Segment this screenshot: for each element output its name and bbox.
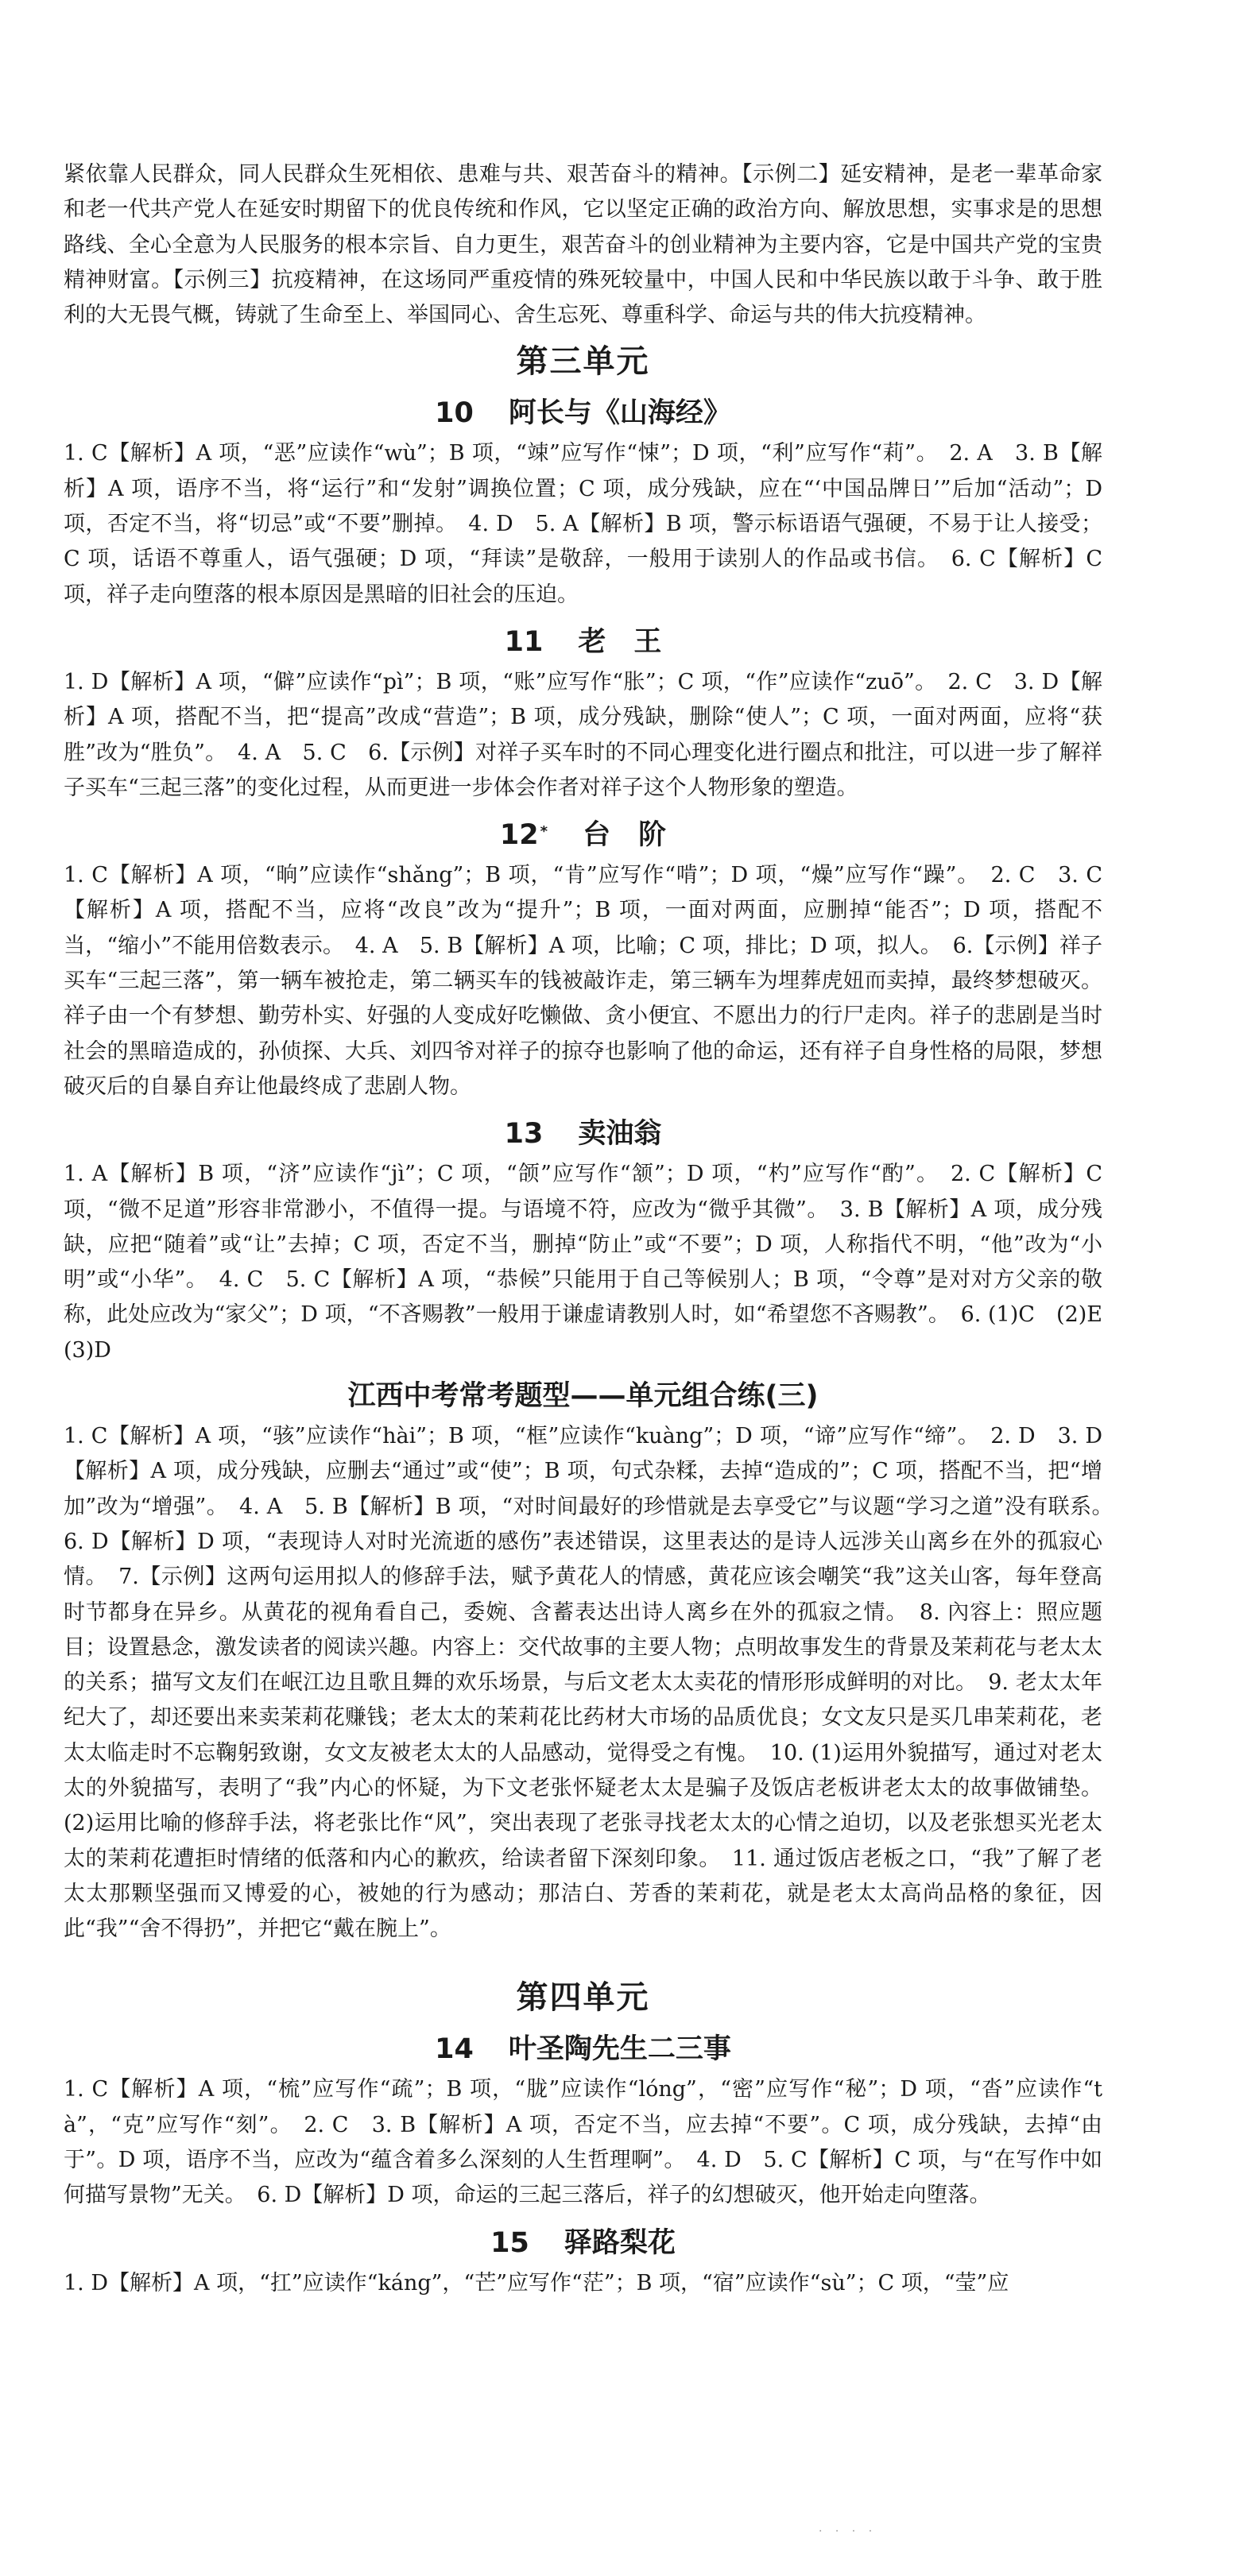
lesson-13-number: 13 — [504, 1118, 544, 1151]
lesson-14-answers: 1. C【解析】A 项，“梳”应写作“疏”；B 项，“胧”应读作“lóng”，“密”应写作“秘”；D 项，“沓”应读作“tà”，“克”应写作“刻”。 2. C 3. B【解析】A 项，否定不当，应去掉“不要”。C 项，成分残缺，去掉“由于”。D 项，语序不当，应改为“蕴含着多么深刻的人生哲理啊”。 4. D 5. C【解析】C 项，与“在写作中如何描写景物”无关。 6. D【解析】D 项，命运的三起三落后，祥子的幻想破灭，他开始走向堕落。 — [64, 2077, 1102, 2208]
lesson-11-title — [64, 624, 1102, 660]
lesson-11-name: 老 王 — [578, 625, 662, 658]
self-study-star: * — [540, 823, 548, 841]
lesson-15-title — [64, 2225, 1102, 2261]
lesson-10-title — [64, 395, 1102, 431]
lesson-10-answers: 1. C【解析】A 项，“恶”应读作“wù”；B 项，“竦”应写作“悚”；D 项，“利”应写作“莉”。 2. A 3. B【解析】A 项，语序不当，将“运行”和“发射”调换位置；C 项，成分残缺，应在“‘中国品牌日’”后加“活动”；D 项，否定不当，将“切忌”或“不要”删掉。 4. D 5. A【解析】B 项，警示标语语气强硬，不易于让人接受；C 项，话语不尊重人，语气强硬；D 项，“拜读”是敬辞，一般用于读别人的作品或书信。 6. C【解析】C 项，祥子走向堕落的根本原因是黑暗的旧社会的压迫。 — [64, 441, 1102, 607]
lesson-11-number: 11 — [504, 625, 544, 658]
lesson-14-name: 叶圣陶先生二三事 — [508, 2033, 731, 2066]
lesson-13-title — [64, 1116, 1102, 1152]
lesson-15-answers: 1. D【解析】A 项，“扛”应读作“káng”，“芒”应写作“茫”；B 项，“宿”应读作“sù”；C 项，“莹”应 — [64, 2270, 1009, 2296]
lesson-14-title — [64, 2031, 1102, 2067]
lesson-12-answers: 1. C【解析】A 项，“晌”应读作“shǎng”；B 项，“肯”应写作“啃”；D 项，“燥”应写作“躁”。 2. C 3. C【解析】A 项，搭配不当，应将“改良”改为“提升”；B 项，一面对两面，应删掉“能否”；D 项，搭配不当，“缩小”不能用倍数表示。 4. A 5. B【解析】A 项，比喻；C 项，排比；D 项，拟人。 6.【示例】祥子买车“三起三落”，第一辆车被抢走，第二辆买车的钱被敲诈走，第三辆车为埋葬虎妞而卖掉，最终梦想破灭。祥子由一个有梦想、勤劳朴实、好强的人变成好吃懒做、贪小便宜、不愿出力的行尸走肉。祥子的悲剧是当时社会的黑暗造成的，孙侦探、大兵、刘四爷对祥子的掠夺也影响了他的命运，还有祥子自身性格的局限，梦想破灭后的自暴自弃让他最终成了悲剧人物。 — [64, 863, 1102, 1099]
lesson-10-number: 10 — [435, 397, 474, 430]
lesson-14-number: 14 — [435, 2033, 474, 2066]
unit-4-title: 第四单元 — [516, 1979, 650, 2017]
intro-paragraph: 紧依靠人民群众，同人民群众生死相依、患难与共、艰苦奋斗的精神。【示例二】延安精神，是老一辈革命家和老一代共产党人在延安时期留下的优良传统和作风，它以坚定正确的政治方向、解放思想，实事求是的思想路线、全心全意为人民服务的根本宗旨、自力更生，艰苦奋斗的创业精神为主要内容，它是中国共产党的宝贵精神财富。【示例三】抗疫精神，在这场同严重疫情的殊死较量中，中国人民和中华民族以敢于斗争、敢于胜利的大无畏气概，铸就了生命至上、举国同心、舍生忘死、尊重科学、命运与共的伟大抗疫精神。 — [64, 162, 1102, 328]
footer-dots: · · · · — [819, 2525, 877, 2538]
lesson-12-number: 12 * — [499, 819, 548, 852]
lesson-12-name: 台 阶 — [583, 819, 667, 852]
lesson-13-name: 卖油翁 — [578, 1118, 662, 1151]
lesson-15-name: 驿路梨花 — [564, 2226, 676, 2259]
lesson-10-name: 阿长与《山海经》 — [508, 397, 731, 430]
lesson-12-title — [64, 817, 1102, 853]
lesson-13-answers: 1. A【解析】B 项，“济”应读作“jì”；C 项，“颌”应写作“颔”；D 项，“杓”应写作“酌”。 2. C【解析】C 项，“微不足道”形容非常渺小，不值得一提。与语境不符，应改为“微乎其微”。 3. B【解析】A 项，成分残缺，应把“随着”或“让”去掉；C 项，否定不当，删掉“防止”或“不要”；D 项，人称指代不明，“他”改为“小明”或“小华”。 4. C 5. C【解析】A 项，“恭候”只能用于自己等候别人；B 项，“令尊”是对对方父亲的敬称，此处应改为“家父”；D 项，“不吝赐教”一般用于谦虚请教别人时，如“希望您不吝赐教”。 6. (1)C (2)E (3)D — [64, 1162, 1124, 1363]
unit-3-exam-answers: 1. C【解析】A 项，“骇”应读作“hài”；B 项，“框”应读作“kuàng”；D 项，“谛”应写作“缔”。 2. D 3. D【解析】A 项，成分残缺，应删去“通过”或“使”；B 项，句式杂糅，去掉“造成的”；C 项，搭配不当，把“增加”改为“增强”。 4. A 5. B【解析】B 项，“对时间最好的珍惜就是去享受它”与议题“学习之道”没有联系。 6. D【解析】D 项，“表现诗人对时光流逝的感伤”表述错误，这里表达的是诗人远涉关山离乡在外的孤寂心情。 7.【示例】这两句运用拟人的修辞手法，赋予黄花人的情感，黄花应该会嘲笑“我”这关山客，每年登高时节都身在异乡。从黄花的视角看自己，委婉、含蓄表达出诗人离乡在外的孤寂之情。 8. 內容上：照应题目；设置悬念，激发读者的阅读兴趣。内容上：交代故事的主要人物；点明故事发生的背景及茉莉花与老太太的关系；描写文友们在岷江边且歌且舞的欢乐场景，与后文老太太卖花的情形形成鲜明的对比。 9. 老太太年纪大了，却还要出来卖茉莉花赚钱；老太太的茉莉花比药材大市场的品质优良；女文友只是买几串茉莉花，老太太临走时不忘鞠躬致谢，女文友被老太太的人品感动，觉得受之有愧。 10. (1)运用外貌描写，通过对老太太的外貌描写，表明了“我”内心的怀疑，为下文老张怀疑老太太是骗子及饭店老板讲老太太的故事做铺垫。(2)运用比喻的修辞手法，将老张比作“风”，突出表现了老张寻找老太太的心情之迫切，以及老张想买光老太太的茉莉花遭拒时情绪的低落和内心的歉疚，给读者留下深刻印象。 11. 通过饭店老板之口，“我”了解了老太太那颗坚强而又博爱的心，被她的行为感动；那洁白、芳香的茉莉花，就是老太太高尚品格的象征，因此“我”“舍不得扔”，并把它“戴在腕上”。 — [64, 1424, 1124, 1942]
lesson-15-number: 15 — [490, 2226, 529, 2259]
unit-3-exam-title: 江西中考常考题型——单元组合练(三) — [347, 1380, 819, 1413]
lesson-11-answers: 1. D【解析】A 项，“僻”应读作“pì”；B 项，“账”应写作“胀”；C 项，“作”应读作“zuō”。 2. C 3. D【解析】A 项，搭配不当，把“提高”改成“营造”；B 项，成分残缺，删除“使人”；C 项，一面对两面，应将“获胜”改为“胜负”。 4. A 5. C 6.【示例】对祥子买车时的不同心理变化进行圈点和批注，可以进一步了解祥子买车“三起三落”的变化过程，从而更进一步体会作者对祥子这个人物形象的塑造。 — [64, 669, 1102, 800]
unit-3-title: 第三单元 — [516, 343, 650, 381]
